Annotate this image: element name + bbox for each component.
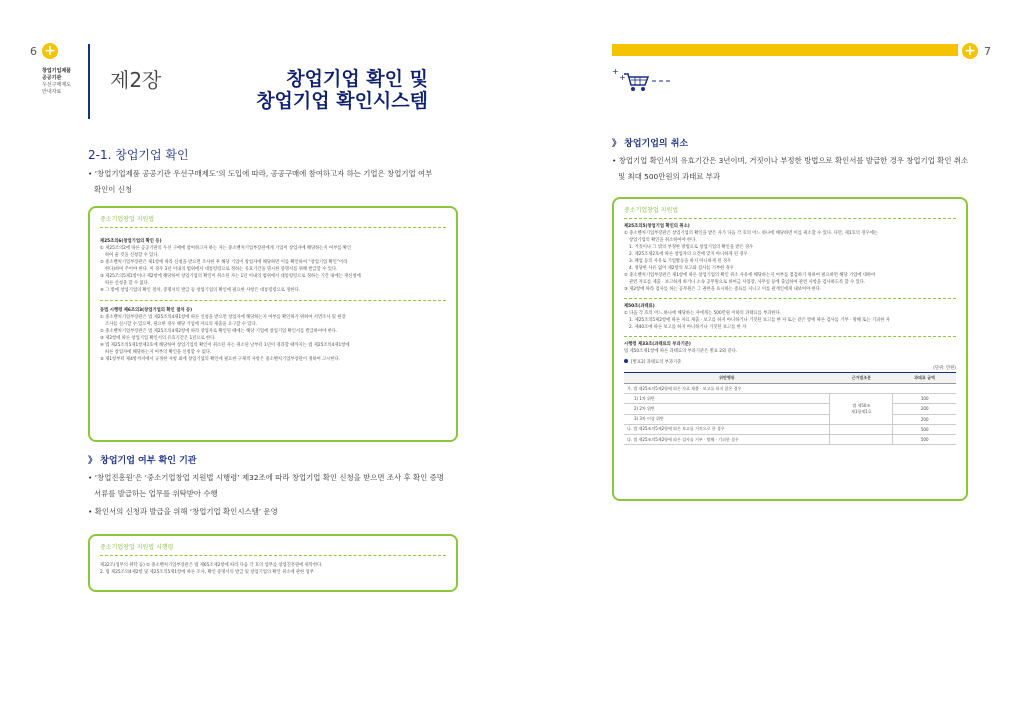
law-box-2 [88,534,458,592]
intro-bullet: • ‘창업기업제품 공공기관 우선구매제도’의 도입에 따라, 공공구매에 참여하고자 하는 기업은 창업기업 여부 확인이 신청 [88,169,433,194]
shopping-cart-icon [612,66,674,96]
table-row: 나. 법 제25조의5제2항에 따른 보고를 거짓으로 한 경우 500 [624,424,956,434]
law-box-2-title: 중소기업창업 지원법 시행령 [100,544,174,551]
divider [624,298,956,299]
side-labels: 창업기업제품 공공기관 우선구매제도 안내자료 [42,68,71,95]
law-box-1-title: 중소기업창업 지원법 [100,216,155,223]
section-title: 2-1. 창업기업 확인 [88,148,189,162]
law-box-3 [612,197,968,501]
svg-text:+: + [612,67,619,76]
law-box-3-para-1: 제25조의5(창업기업 확인의 취소) ① 중소벤처기업부장관은 창업기업의 확인을 받은 자가 다음 각 호의 어느 하나에 해당하면 이를 취소할 수 있다. 다만, 제1호의 경우에는 창업기업의 확인을 취소하여야 한다. 1. 거짓이나 그 밖의 부정한 방법으로 창업기업의 확인을 받은 경우 2. 제25조제2호에 따른 창업자의 요건에 맞지 아니하게 된 경우 3. 폐업 등의 사유로 기업활동을 하지 아니하게 된 경우 4. 정당한 사유 없이 제2항의 보고와 검사를 기부한 경우 ② 중소벤처기업부장관은 제1항에 따른 창업기업의 확인 취소 사유에 해당하는지 여부를 점검하기 위하여 필요하면 해당 기업에 대하여 관련 자료를 제출 · 보고하게 하거나 소속 공무원으로 하여금 사업장, 사무실 등에 출입하여 관련 사항을 검사하도록 할 수 있다. ③ 제2항에 따라 검사를 하는 공무원은 그 권한을 표시하는 증표를 지니고 이를 관계인에게 내보여야 한다. [624,224,878,292]
table-row: 다. 법 제25조의5제2항에 따른 검사를 거부 · 방해 · 기피한 경우 500 [624,434,956,444]
divider [100,555,446,556]
table-unit: (단위: 만원) [933,366,956,371]
table-row: 2) 2차 위반 200 [624,404,956,414]
sub-title-left: 》 창업기업 여부 확인 기관 [88,456,197,466]
bullet-dot-icon [624,359,628,363]
table-header: 위반행위 [624,373,830,384]
divider [100,300,446,301]
sub-title-right: 》 창업기업의 취소 [612,139,689,149]
table-row: 1) 1차 위반 법 제50조 제1항제1호 100 [624,394,956,404]
divider [624,218,956,219]
law-box-1-para-2: 동법 시행령 제6조의3(창업기업의 확인 절차 등) ① 중소벤처기업부장관은 법 제25조의4제1항에 따른 신청을 받으면 창업자에 해당하는지 여부를 확인하기 위하여 서면조사 및 현장 조사를 실시할 수 있으며, 필요한 경우 해당 기업에 자료의 제출을 요구할 수 있다. ② 중소벤처기업부장관은 법 제25조의4제2항에 따라 창업자로 확인된 때에는 해당 기업에 창업기업 확인서를 발급하여야 한다. ③ 제2항에 따른 창업기업 확인서의 유효기간은 1년으로 한다. ④ 법 제25조의5제1항제1호에 해당하여 창업기업의 확인이 취소된 자는 취소된 날부터 1년이 경과할 때까지는 법 제25조의4제1항에 따른 창업자에 해당하는지 여부의 확인을 신청할 수 없다. ⑤ 제1항부터 제4항까지에서 규정한 사항 외에 창업기업의 확인에 필요한 구체적 사항은 중소벤처기업부장관이 정하여 고시한다. [100,308,350,362]
svg-text:+: + [619,73,626,82]
divider [100,227,446,228]
law-box-3-title: 중소기업창업 지원법 [624,207,679,214]
yellow-header-bar [612,44,958,56]
table-row: 가. 법 제25조의5제2항에 따른 자료 제출 · 보고를 하지 않은 경우 [624,384,956,394]
law-box-1 [88,206,458,442]
bullet-b: • 확인서의 신청과 발급을 위해 ‘창업기업 확인시스템’ 운영 [88,507,278,516]
chapter-number: 제2장 [110,68,162,92]
law-box-3-para-3: 시행령 제33조(과태료의 부과기준) 법 제50조제1항에 따른 과태료의 부과기준은 별표 2와 같다. [624,342,738,354]
plus-icon: + [962,43,978,59]
chapter-title-1: 창업기업 확인 및 [286,68,428,90]
chapter-title-2: 창업기업 확인시스템 [256,90,428,112]
table-header: 과태료 금액 [893,373,956,384]
divider [624,336,956,337]
law-box-3-para-2: 제50조(과태료) ① 다음 각 호의 어느 하나에 해당하는 자에게는 500만원 이하의 과태료를 부과한다. 1. 제25조의5제2항에 따른 자료 제출 · 보고를 하지 아니하거나 거짓된 보고를 한 자 또는 같은 항에 따른 검사를 거부 · 방해 또는 기피한 자 2. 제40조에 따른 보고를 하지 아니하거나 거짓된 보고를 한 자 [624,304,890,330]
bullet-a: • ‘창업진흥원’은 ‘중소기업창업 지원법 시행령’ 제32조에 따라 창업기업 확인 신청을 받으면 조사 후 확인 증명 서류를 발급하는 업무를 위탁받아 수행 [88,473,444,498]
table-caption: [별표2] 과태료의 부과기준 [624,359,956,366]
table-header: 근거법조문 [830,373,893,384]
right-page-number: 7 [984,45,991,58]
plus-icon: + [42,43,58,59]
left-page-number: 6 [30,45,37,58]
law-box-2-text: 제32조(업무의 위탁 등) ② 중소벤처기업부장관은 법 제65조제2항에 따라 다음 각 호의 업무를 창업진흥원에 위탁한다. 2. 법 제25조의4제2항 및 제25조의5제1항에 따른 조사, 확인 증명서의 발급 및 창업기업의 확인 취소에 관한 업무 [100,563,323,575]
cancel-bullet: • 창업기업 확인서의 유효기간은 3년이며, 거짓이나 부정한 방법으로 확인서를 발급한 경우 창업기업 확인 취소 및 최대 500만원의 과태료 부과 [612,156,969,181]
table-row: 3) 3차 이상 위반 200 [624,414,956,424]
penalty-table [624,372,956,445]
law-box-1-para-1: 제25조의6(창업기업의 확인 등) ① 제25조의2에 따른 공공기관의 우선 구매에 참여하고자 하는 자는 중소벤처기업부장관에게 기업이 창업자에 해당하는지 여부를 확인 하여 줄 것을 신청할 수 있다. ② 중소벤처기업부장관은 제1항에 따라 신청을 받으면 조사한 후 해당 기업이 창업자에 해당하면 이를 확인하여 “창업기업 확인”이라 한다)하여 주어야 한다. 이 경우 3년 이내의 범위에서 대통령령으로 정하는 유효기간을 명시한 증명서를 위해 발급할 수 있다. ③ 제25조의5제1항이나 제2항에 해당하여 창업기업의 확인이 취소된 자는 1년 이내의 범위에서 대통령령으로 정하는 기간 내에는 재신청에 따른 신청을 할 수 없다. ④ 그 밖에 창업기업의 확인 절차, 증명서의 발급 등 창업기업의 확인에 필요한 사항은 대통령령으로 정한다. [100,239,361,293]
table-header-row [624,373,956,384]
chapter-header [88,44,458,119]
